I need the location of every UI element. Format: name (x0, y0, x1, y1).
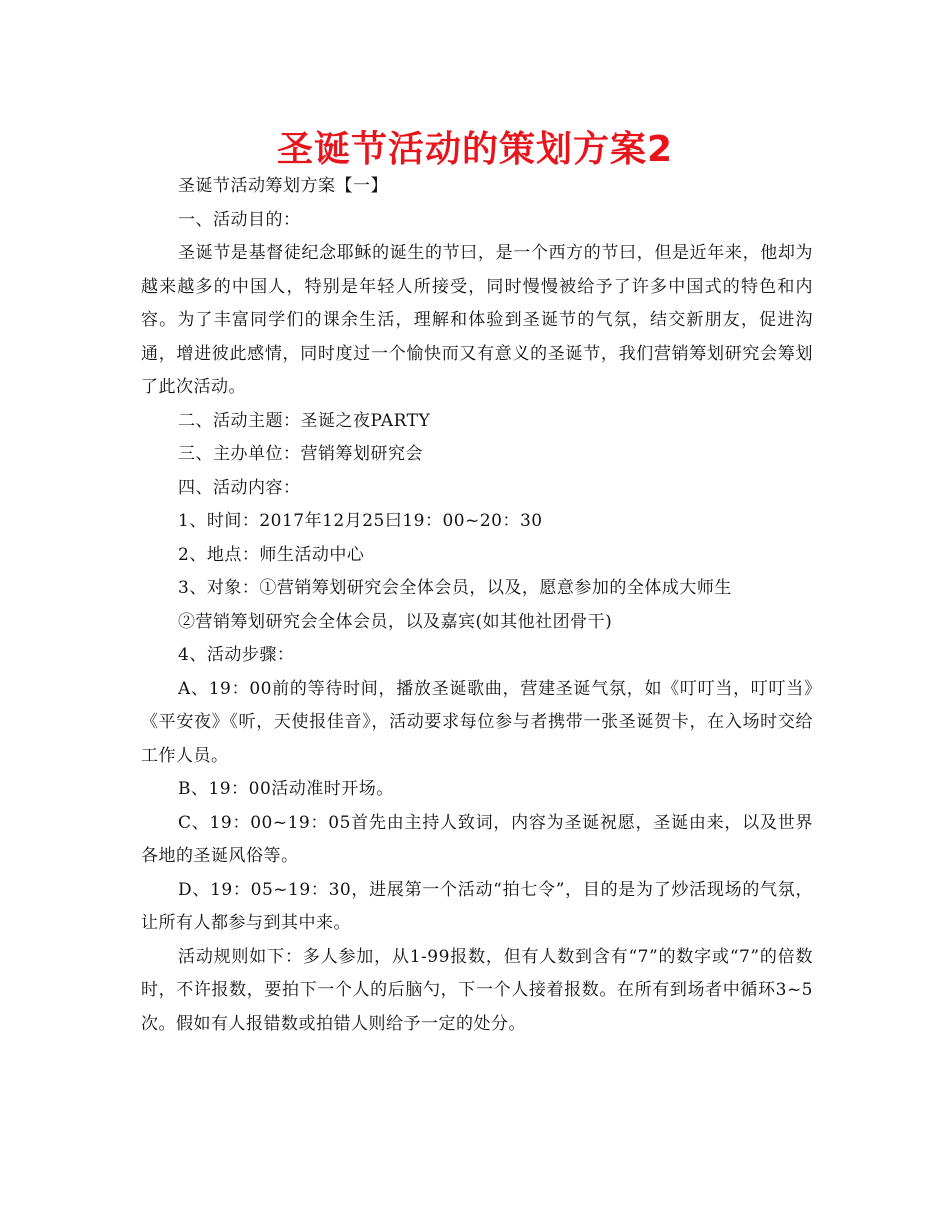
paragraph-content-heading: 四、活动内容： (178, 477, 301, 498)
paragraph-organizer: 三、主办单位：营销筹划研究会 (178, 444, 423, 464)
paragraph-plan-heading: 圣诞节活动筹划方案【一】 (178, 176, 388, 196)
paragraph-purpose-heading: 一、活动目的： (178, 209, 301, 230)
paragraph-audience: 3、对象：①营销筹划研究会全体会员，以及，愿意参加的全体成大师生 (178, 578, 732, 598)
paragraph-steps-heading: 4、活动步骤： (178, 645, 295, 665)
paragraph-step-c: C、19：00~19：05首先由主持人致词，内容为圣诞祝愿，圣诞由来，以及世界各地的圣诞风俗等。 (141, 812, 813, 866)
document-body (141, 170, 813, 1041)
paragraph-step-b: B、19：00活动准时开场。 (178, 779, 394, 799)
paragraph-purpose-body: 圣诞节是基督徒纪念耶稣的诞生的节曰，是一个西方的节曰，但是近年来，他却为越来越多的中国人，特别是年轻人所接受，同时慢慢被给予了许多中国式的特色和内容。为了丰富同学们的课余生活，理解和体验到圣诞节的气氛，结交新朋友，促进沟通，增进彼此感情，同时度过一个愉快而又有意义的圣诞节，我们营销筹划研究会筹划了此次活动。 (141, 243, 813, 397)
paragraph-step-d: D、19：05~19：30，进展第一个活动“拍七令”，目的是为了炒活现场的气氛，让所有人都参与到其中来。 (141, 879, 813, 933)
document-title: 圣诞节活动的策划方案2 (276, 129, 674, 170)
paragraph-time: 1、时间：2017年12月25曰19：00~20：30 (178, 511, 543, 531)
paragraph-step-a: A、19：00前的等待时间，播放圣诞歌曲，营建圣诞气氛，如《叮叮当，叮叮当》《平安夜》《听，天使报佳音》，活动要求每位参与者携带一张圣诞贺卡，在入场时交给工作人员。 (141, 678, 813, 766)
paragraph-audience-2: ②营销筹划研究会全体会员，以及嘉宾(如其他社团骨干) (178, 611, 613, 632)
paragraph-location: 2、地点：师生活动中心 (178, 544, 365, 565)
paragraph-rules: 活动规则如下：多人参加，从1-99报数，但有人数到含有“7”的数字或“7”的倍数时，不许报数，要拍下一个人的后脑勺，下一个人接着报数。在所有到场者中循环3~5次。假如有人报错数或拍错人则给予一定的处分。 (141, 946, 813, 1034)
paragraph-theme: 二、活动主题：圣诞之夜PARTY (178, 410, 431, 431)
